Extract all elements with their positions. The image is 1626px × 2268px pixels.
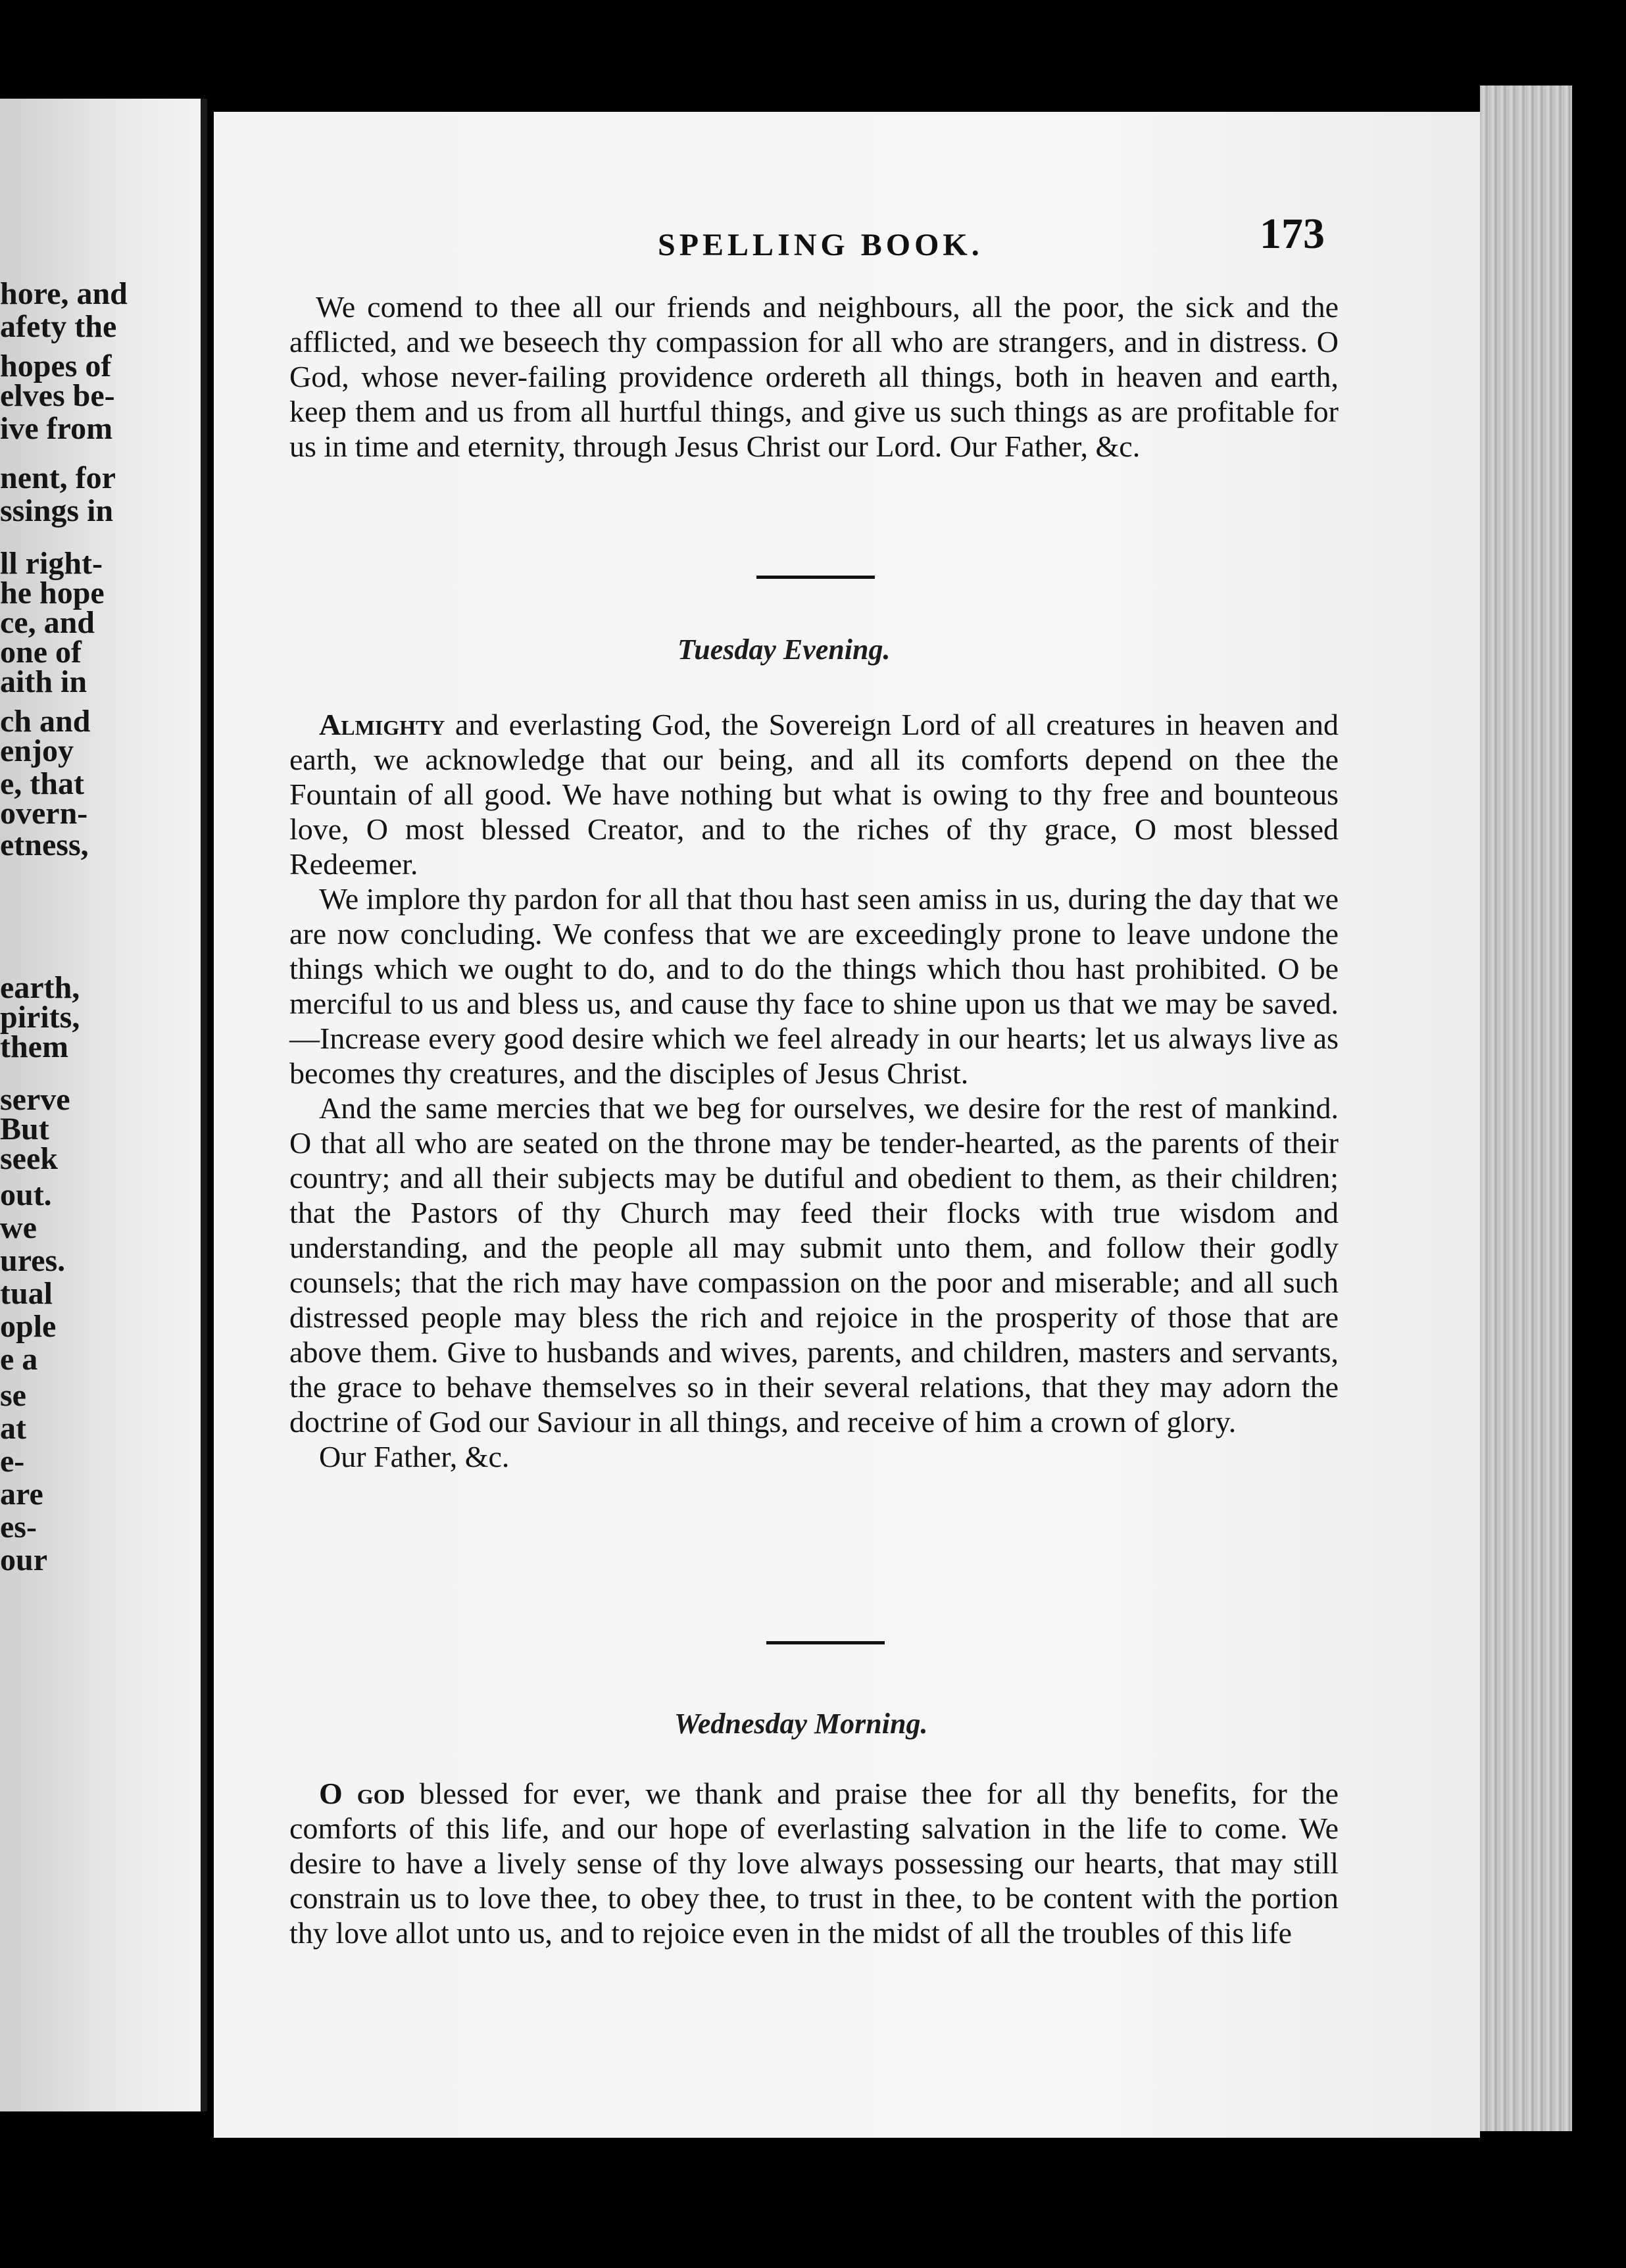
left-page-line: enjoy	[0, 733, 74, 768]
left-page-line: he hope	[0, 576, 105, 610]
paragraph-text: and everlasting God, the Sovereign Lord of all creatures in heaven and earth, we acknowledge that our being, and all its comforts depend on thee the Fountain of all good. We have nothing but what is owing to thy free and bounteous love, O most blessed Creator, and to the riches of thy grace, O most blessed Redeemer.	[289, 708, 1339, 881]
paragraph-text: blessed for ever, we thank and praise thee for all thy benefits, for the comforts of this life, and our hope of everlasting salvation in the life to come. We desire to have a lively sense of thy love always possessing our hearts, that may still constrain us to love thee, to obey thee, to trust in thee, to be content with the portion thy love allot unto us, and to rejoice even in the midst of all the troubles of this life	[289, 1777, 1339, 1950]
left-facing-page	[0, 99, 207, 2111]
section-title-tuesday-evening: Tuesday Evening.	[678, 633, 891, 666]
left-page-line: at	[0, 1411, 26, 1446]
wednesday-morning-prayer	[289, 1776, 1339, 1950]
left-page-line: hore, and	[0, 276, 128, 311]
left-page-line: ssings in	[0, 493, 114, 528]
left-page-line: ch and	[0, 704, 91, 739]
left-page-line: ce, and	[0, 605, 95, 640]
lead-word: Almighty	[319, 708, 445, 741]
left-page-line: se	[0, 1378, 26, 1413]
left-page-line: one of	[0, 635, 82, 670]
page-number: 173	[1260, 210, 1325, 258]
left-page-line: we	[0, 1210, 37, 1245]
section-title-wednesday-morning: Wednesday Morning.	[674, 1708, 928, 1740]
section-divider-rule	[756, 576, 875, 579]
left-page-line: out.	[0, 1177, 52, 1212]
left-page-line: earth,	[0, 970, 80, 1005]
closing-line: Our Father, &c.	[319, 1440, 510, 1473]
left-page-line: seek	[0, 1141, 58, 1176]
left-page-line: etness,	[0, 827, 89, 862]
prayer-paragraph: We implore thy pardon for all that thou hast seen amiss in us, during the day that we are now concluding. We confess that we are exceedingly prone to leave undone the things which we ought to do, and to do the things which thou hast prohibited. O be merciful to us and bless us, and cause thy face to shine upon us that we may be saved.—Increase every good desire which we feel already in our hearts; let us always live as becomes thy creatures, and the disciples of Jesus Christ.	[289, 882, 1339, 1090]
left-page-line: ures.	[0, 1243, 66, 1278]
left-page-line: tual	[0, 1276, 53, 1311]
left-page-line: them	[0, 1029, 68, 1064]
tuesday-evening-prayer	[289, 707, 1339, 1474]
left-page-line: are	[0, 1477, 43, 1512]
left-page-line: ll right-	[0, 546, 103, 581]
left-page-line: ive from	[0, 411, 113, 446]
prayer-paragraph	[289, 1776, 1339, 1950]
running-head: SPELLING BOOK.	[658, 228, 983, 262]
prayer-paragraph	[289, 707, 1339, 881]
opening-paragraph: We comend to thee all our friends and neighbours, all the poor, the sick and the afflicted, and we beseech thy compassion for all who are strangers, and in distress. O God, whose never-failing providence ordereth all things, both in heaven and earth, keep them and us from all hurtful things, and give us such things as are profitable for us in time and eternity, through Jesus Christ our Lord. Our Father, &c.	[289, 290, 1339, 463]
left-page-line: e-	[0, 1444, 25, 1479]
lead-word: O god	[319, 1777, 405, 1810]
left-page-line: e a	[0, 1342, 38, 1377]
left-page-line: e, that	[0, 766, 84, 801]
page-edge-stack	[1480, 86, 1572, 2131]
left-page-line: nent, for	[0, 460, 116, 495]
left-page-line: pirits,	[0, 1000, 80, 1035]
prayer-paragraph: And the same mercies that we beg for ourselves, we desire for the rest of mankind. O that all who are seated on the throne may be tender-hearted, as the parents of their country; and all their subjects may be dutiful and obedient to them, as their children; that the Pastors of thy Church may feed their flocks with true wisdom and understanding, and the people all may submit unto them, and follow their godly counsels; that the rich may have compassion on the poor and miserable; and all such distressed people may bless the rich and rejoice in the prosperity of those that are above them. Give to husbands and wives, parents, and children, masters and servants, the grace to behave themselves so in their several relations, that they may adorn the doctrine of God our Saviour in all things, and receive of him a crown of glory.	[289, 1091, 1339, 1439]
left-page-line: aith in	[0, 664, 87, 699]
left-page-line: afety the	[0, 309, 117, 344]
left-page-line: ople	[0, 1309, 57, 1344]
left-page-line: hopes of	[0, 349, 112, 383]
left-page-line: But	[0, 1112, 49, 1146]
opening-paragraph-block	[289, 289, 1339, 464]
left-page-line: elves be-	[0, 378, 115, 413]
left-page-line: serve	[0, 1082, 70, 1117]
left-page-line: overn-	[0, 796, 88, 831]
left-page-line: our	[0, 1542, 47, 1577]
left-page-line: es-	[0, 1510, 37, 1544]
section-divider-rule	[766, 1641, 885, 1644]
